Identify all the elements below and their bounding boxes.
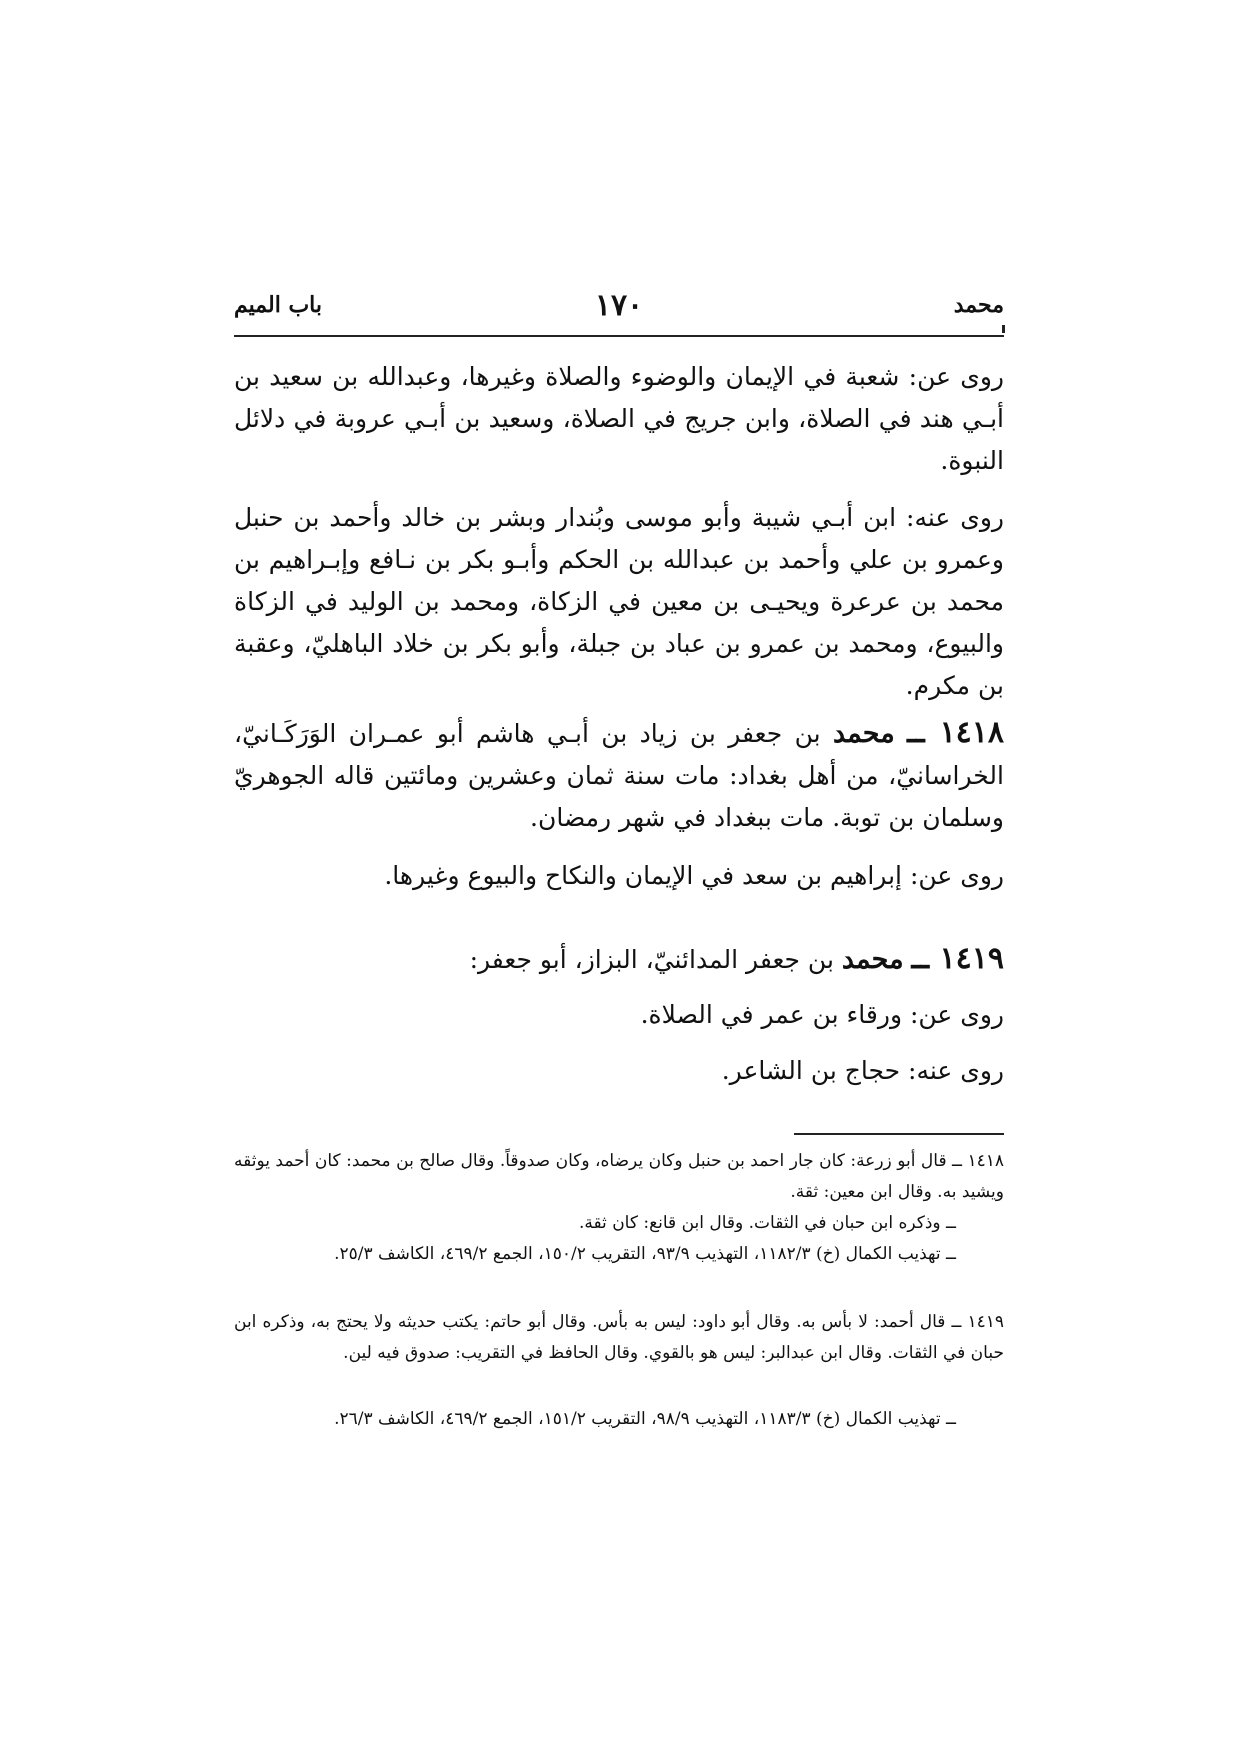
header-chapter-title: باب الميم <box>234 292 323 318</box>
footnote-1418-c <box>234 1239 1004 1270</box>
entry-number: ١٤١٩ ــ <box>911 941 1004 976</box>
header-section-name: محمد <box>953 292 1004 318</box>
footnote-text: ــ تهذيب الكمال (خ) ١١٨٣/٣، التهذيب ٩٨/٩، التقريب ١٥١/٢، الجمع ٤٦٩/٢، الكاشف ٢٦/٣. <box>334 1409 956 1429</box>
entry-1419 <box>234 938 1004 981</box>
footnote-rule <box>794 1133 1004 1135</box>
entry-1418-rawa-an: روى عن: إبراهيم بن سعد في الإيمان والنكاح والبيوع وغيرها. <box>384 861 1004 890</box>
entry-name: محمد <box>832 718 895 749</box>
entry-text: بن جعفر بن زياد بن أبـي هاشم أبو عمـران الوَرَكَـانيّ، الخراسانيّ، من أهل بغداد: مات سنة ثمان وعشرين ومائتين قاله الجوهريّ وسلمان بن توبة. مات ببغداد في شهر رمضان. <box>234 719 1004 832</box>
entry-1419-rawa-anhu: روى عنه: حجاج بن الشاعر. <box>721 1056 1004 1085</box>
entry-1418 <box>234 712 1004 839</box>
entry-number: ١٤١٨ ــ <box>907 715 1005 750</box>
entry-1419-rawa-an: روى عن: ورقاء بن عمر في الصلاة. <box>640 1000 1004 1029</box>
footnote-text: ــ وذكره ابن حبان في الثقات. وقال ابن قانع: كان ثقة. <box>578 1213 956 1233</box>
entry-text: بن جعفر المدائنيّ، البزاز، أبو جعفر: <box>469 945 834 974</box>
footnote-1418-b <box>234 1208 1004 1239</box>
paragraph-rawa-anhu: روى عنه: ابن أبـي شيبة وأبو موسى وبُندار وبشر بن خالد وأحمد بن حنبل وعمرو بن علي وأحمد بن عبدالله بن الحكم وأبـو بكر بن نـافع وإبـراهيم بن محمد بن عرعرة ويحيـى بن معين في الزكاة، ومحمد بن الوليد في الزكاة والبيوع، ومحمد بن عمرو بن عباد بن جبلة، وأبو بكر بن خلاد الباهليّ، وعقبة بن مكرم. <box>234 503 1004 700</box>
page-number: ١٧٠ <box>594 288 644 323</box>
footnote-text: ــ تهذيب الكمال (خ) ١١٨٢/٣، التهذيب ٩٣/٩، التقريب ١٥٠/٢، الجمع ٤٦٩/٢، الكاشف ٢٥/٣. <box>334 1244 956 1264</box>
margin-mark <box>1002 325 1005 333</box>
footnote-1419-b <box>234 1404 1004 1435</box>
header-rule <box>234 335 1004 337</box>
footnote-1419-a: ١٤١٩ ــ قال أحمد: لا بأس به. وقال أبو داود: ليس به بأس. وقال أبو حاتم: يكتب حديثه ولا يحتج به، وذكره ابن حبان في الثقات. وقال ابن عبدالبر: ليس هو بالقوي. وقال الحافظ في التقريب: صدوق فيه لين. <box>234 1312 1004 1363</box>
paragraph-rawa-an: روى عن: شعبة في الإيمان والوضوء والصلاة وغيرها، وعبدالله بن سعيد بن أبـي هند في الصلاة، وابن جريج في الصلاة، وسعيد بن أبـي عروبة في دلائل النبوة. <box>234 362 1004 475</box>
footnote-1418-a: ١٤١٨ ــ قال أبو زرعة: كان جار احمد بن حنبل وكان يرضاه، وكان صدوقاً. وقال صالح بن محمد: كان أحمد يوثقه ويشيد به. وقال ابن معين: ثقة. <box>234 1151 1004 1202</box>
entry-name: محمد <box>841 944 904 975</box>
running-header <box>234 288 1004 332</box>
